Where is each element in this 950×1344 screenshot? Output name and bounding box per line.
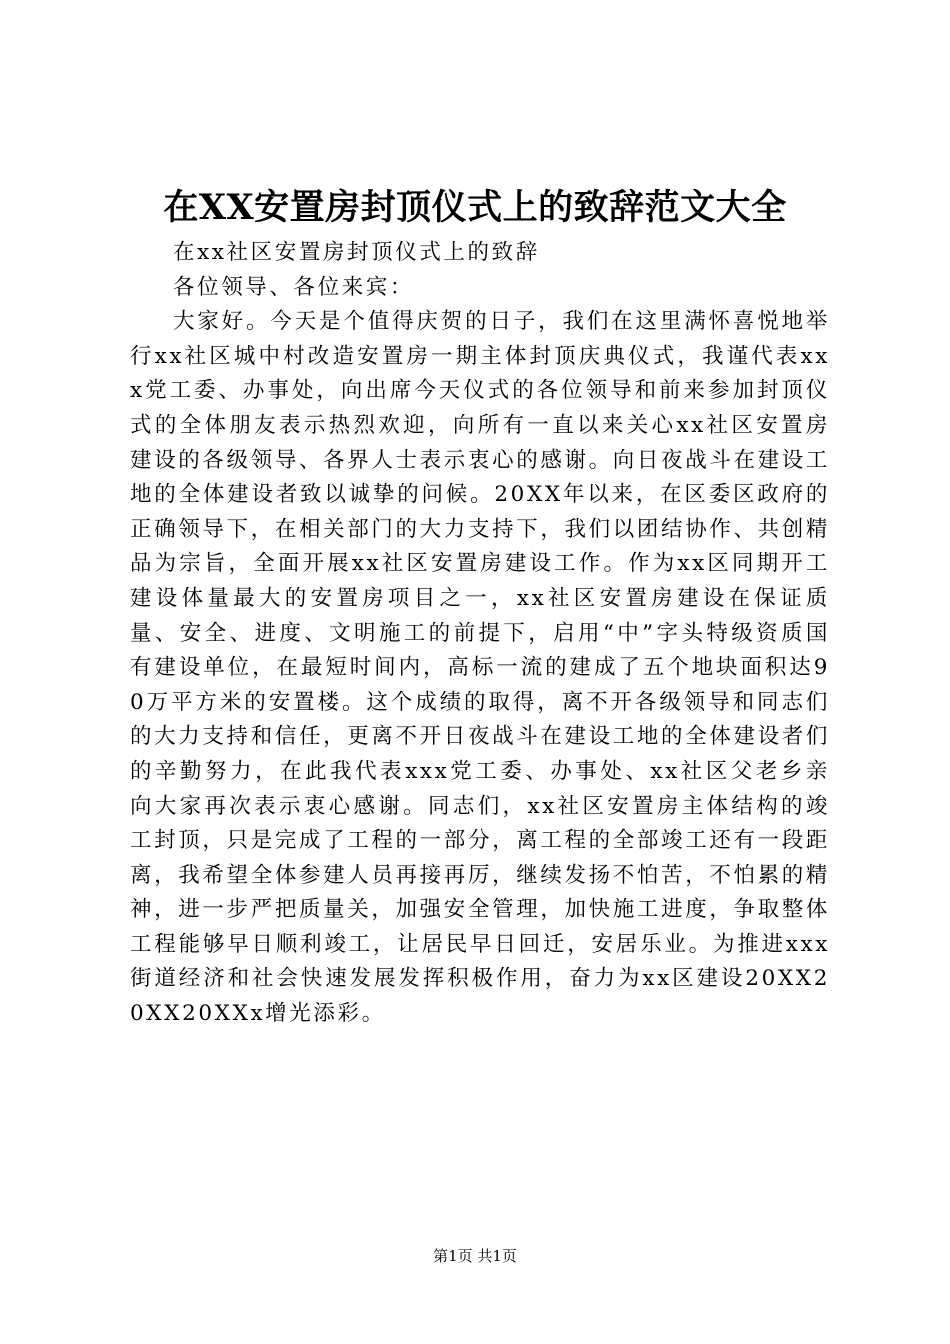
salutation: 各位领导、各位来宾： (173, 274, 415, 300)
document-body (130, 236, 830, 1032)
speech-heading: 在xx社区安置房封顶仪式上的致辞 (173, 240, 540, 265)
body-paragraph: 大家好。今天是个值得庆贺的日子，我们在这里满怀喜悦地举行xx社区城中村改造安置房一期主体封顶庆典仪式，我谨代表xxx党工委、办事处，向出席今天仪式的各位领导和前来参加封顶仪式的全体朋友表示热烈欢迎，向所有一直以来关心xx社区安置房建设的各级领导、各界人士表示衷心的感谢。向日夜战斗在建设工地的全体建设者致以诚挚的问候。20XX年以来，在区委区政府的正确领导下，在相关部门的大力支持下，我们以团结协作、共创精品为宗旨，全面开展xx社区安置房建设工作。作为xx区同期开工建设体量最大的安置房项目之一，xx社区安置房建设在保证质量、安全、进度、文明施工的前提下，启用“中”字头特级资质国有建设单位，在最短时间内，高标一流的建成了五个地块面积达90万平方米的安置楼。这个成绩的取得，离不开各级领导和同志们的大力支持和信任，更离不开日夜战斗在建设工地的全体建设者们的辛勤努力，在此我代表xxx党工委、办事处、xx社区父老乡亲向大家再次表示衷心感谢。同志们，xx社区安置房主体结构的竣工封顶，只是完成了工程的一部分，离工程的全部竣工还有一段距离，我希望全体参建人员再接再厉，继续发扬不怕苦，不怕累的精神，进一步严把质量关，加强安全管理，加快施工进度，争取整体工程能够早日顺利竣工，让居民早日回迁，安居乐业。为推进xxx街道经济和社会快速发展发挥积极作用，奋力为xx区建设20XX20XX20XXx增光添彩。 (130, 309, 830, 1027)
document-title: 在XX安置房封顶仪式上的致辞范文大全 (163, 187, 787, 228)
page-footer: 第1页 共1页 (433, 1247, 517, 1265)
